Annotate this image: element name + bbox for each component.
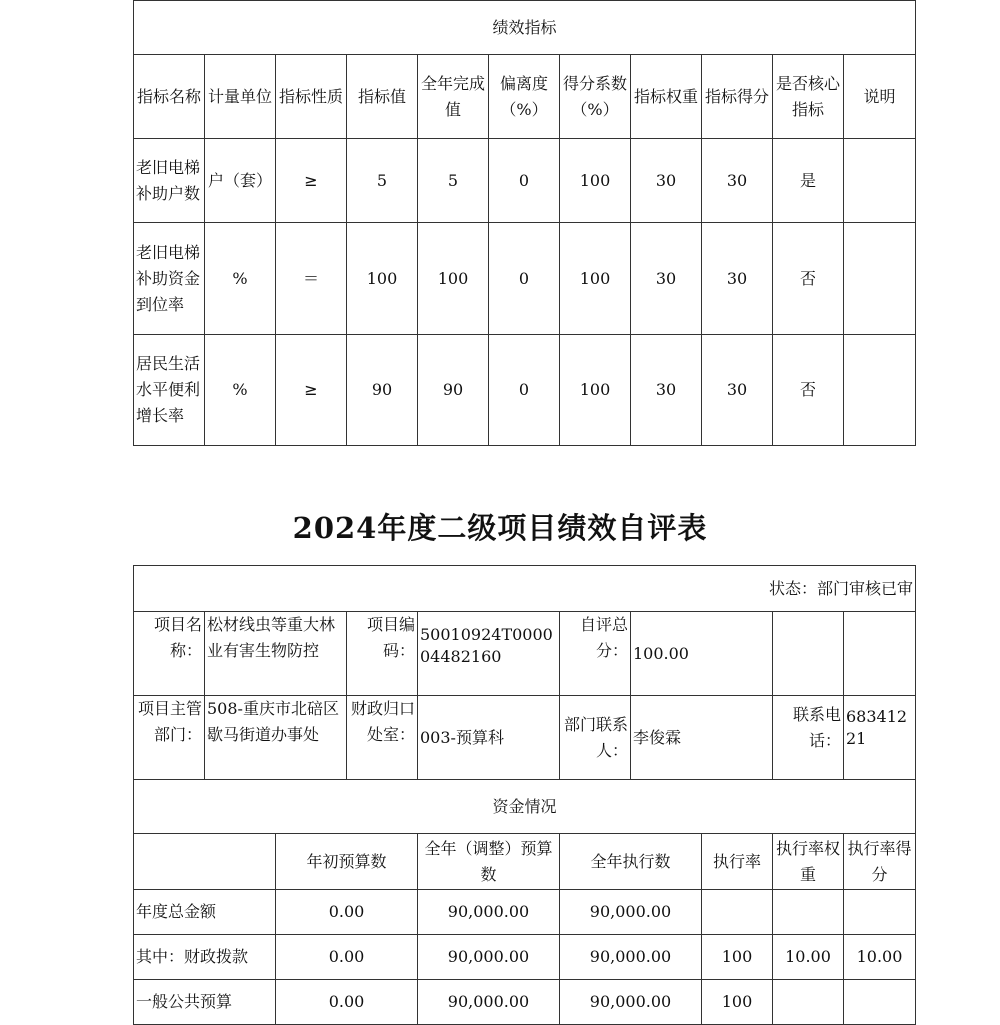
funds-rate-score: 10.00: [844, 935, 916, 980]
indicator-value: 90: [347, 335, 418, 446]
funds-header: 执行率得分: [844, 834, 916, 890]
funds-rate-score: [844, 980, 916, 1025]
finance-value: 003-预算科: [418, 696, 560, 780]
table-row: [134, 223, 916, 335]
perf-header: 计量单位: [205, 55, 276, 139]
self-evaluation-table: [133, 565, 916, 1025]
indicator-coefficient: 100: [560, 139, 631, 223]
perf-header: 得分系数（%）: [560, 55, 631, 139]
indicator-actual: 5: [418, 139, 489, 223]
funds-executed: 90,000.00: [560, 935, 702, 980]
funds-rate: [702, 890, 773, 935]
indicator-weight: 30: [631, 139, 702, 223]
indicator-score: 30: [702, 139, 773, 223]
indicator-note: [844, 335, 916, 446]
funds-rate: 100: [702, 980, 773, 1025]
indicator-name: 老旧电梯补助户数: [134, 139, 205, 223]
page-title: 2024年度二级项目绩效自评表: [292, 511, 708, 545]
table-row: [134, 139, 916, 223]
indicator-unit: 户（套）: [205, 139, 276, 223]
indicator-note: [844, 139, 916, 223]
funds-executed: 90,000.00: [560, 890, 702, 935]
indicator-weight: 30: [631, 223, 702, 335]
indicator-unit: %: [205, 223, 276, 335]
indicator-value: 5: [347, 139, 418, 223]
indicator-deviation: 0: [489, 223, 560, 335]
project-code: 50010924T000004482160: [418, 612, 560, 696]
dept-label: 项目主管部门：: [134, 696, 205, 780]
indicator-name: 老旧电梯补助资金到位率: [134, 223, 205, 335]
funds-header-row: [134, 834, 916, 890]
funds-executed: 90,000.00: [560, 980, 702, 1025]
funds-initial: 0.00: [276, 980, 418, 1025]
perf-header: 是否核心指标: [773, 55, 844, 139]
project-name: 松材线虫等重大林业有害生物防控: [205, 612, 347, 696]
indicator-weight: 30: [631, 335, 702, 446]
funds-item: 其中：财政拨款: [134, 935, 276, 980]
indicator-score: 30: [702, 335, 773, 446]
funds-rate-weight: [773, 890, 844, 935]
indicator-core: 是: [773, 139, 844, 223]
status-text: 状态：部门审核已审: [134, 566, 916, 612]
funds-item: 一般公共预算: [134, 980, 276, 1025]
indicator-value: 100: [347, 223, 418, 335]
indicator-actual: 90: [418, 335, 489, 446]
finance-label: 财政归口处室：: [347, 696, 418, 780]
funds-initial: 0.00: [276, 890, 418, 935]
indicator-note: [844, 223, 916, 335]
contact-label: 部门联系人：: [560, 696, 631, 780]
funds-header: 执行率权重: [773, 834, 844, 890]
funds-adjusted: 90,000.00: [418, 890, 560, 935]
perf-header: 指标得分: [702, 55, 773, 139]
funds-header: 年初预算数: [276, 834, 418, 890]
perf-header-row: [134, 55, 916, 139]
table-row: [134, 980, 916, 1025]
table-row: [134, 935, 916, 980]
performance-indicator-table: [133, 0, 916, 446]
funds-rate-score: [844, 890, 916, 935]
funds-initial: 0.00: [276, 935, 418, 980]
funds-rate-weight: [773, 980, 844, 1025]
self-score: 100.00: [631, 612, 773, 696]
perf-header: 指标名称: [134, 55, 205, 139]
funds-section-title: 资金情况: [134, 780, 916, 834]
indicator-unit: %: [205, 335, 276, 446]
phone-label: 联系电话：: [773, 696, 844, 780]
project-info-row: [134, 612, 916, 696]
phone-value: 68341221: [844, 696, 916, 780]
perf-header: 指标值: [347, 55, 418, 139]
perf-header: 全年完成值: [418, 55, 489, 139]
indicator-nature: ≥: [276, 139, 347, 223]
indicator-nature: ≥: [276, 335, 347, 446]
table-row: [134, 890, 916, 935]
contact-value: 李俊霖: [631, 696, 773, 780]
perf-header: 说明: [844, 55, 916, 139]
indicator-actual: 100: [418, 223, 489, 335]
project-code-label: 项目编码：: [347, 612, 418, 696]
indicator-deviation: 0: [489, 139, 560, 223]
indicator-coefficient: 100: [560, 335, 631, 446]
indicator-score: 30: [702, 223, 773, 335]
perf-header: 偏离度（%）: [489, 55, 560, 139]
funds-header: 执行率: [702, 834, 773, 890]
funds-rate: 100: [702, 935, 773, 980]
perf-header: 指标性质: [276, 55, 347, 139]
dept-value: 508-重庆市北碚区歇马街道办事处: [205, 696, 347, 780]
indicator-deviation: 0: [489, 335, 560, 446]
indicator-core: 否: [773, 223, 844, 335]
funds-header: [134, 834, 276, 890]
table-row: [134, 335, 916, 446]
perf-header: 指标权重: [631, 55, 702, 139]
indicator-core: 否: [773, 335, 844, 446]
funds-rate-weight: 10.00: [773, 935, 844, 980]
funds-header: 全年（调整）预算数: [418, 834, 560, 890]
funds-adjusted: 90,000.00: [418, 935, 560, 980]
funds-adjusted: 90,000.00: [418, 980, 560, 1025]
indicator-name: 居民生活水平便利增长率: [134, 335, 205, 446]
empty-cell: [844, 612, 916, 696]
indicator-coefficient: 100: [560, 223, 631, 335]
indicator-nature: ＝: [276, 223, 347, 335]
empty-cell: [773, 612, 844, 696]
score-label: 自评总分：: [560, 612, 631, 696]
funds-item: 年度总金额: [134, 890, 276, 935]
funds-header: 全年执行数: [560, 834, 702, 890]
dept-info-row: [134, 696, 916, 780]
perf-section-title: 绩效指标: [134, 1, 916, 55]
project-name-label: 项目名称：: [134, 612, 205, 696]
